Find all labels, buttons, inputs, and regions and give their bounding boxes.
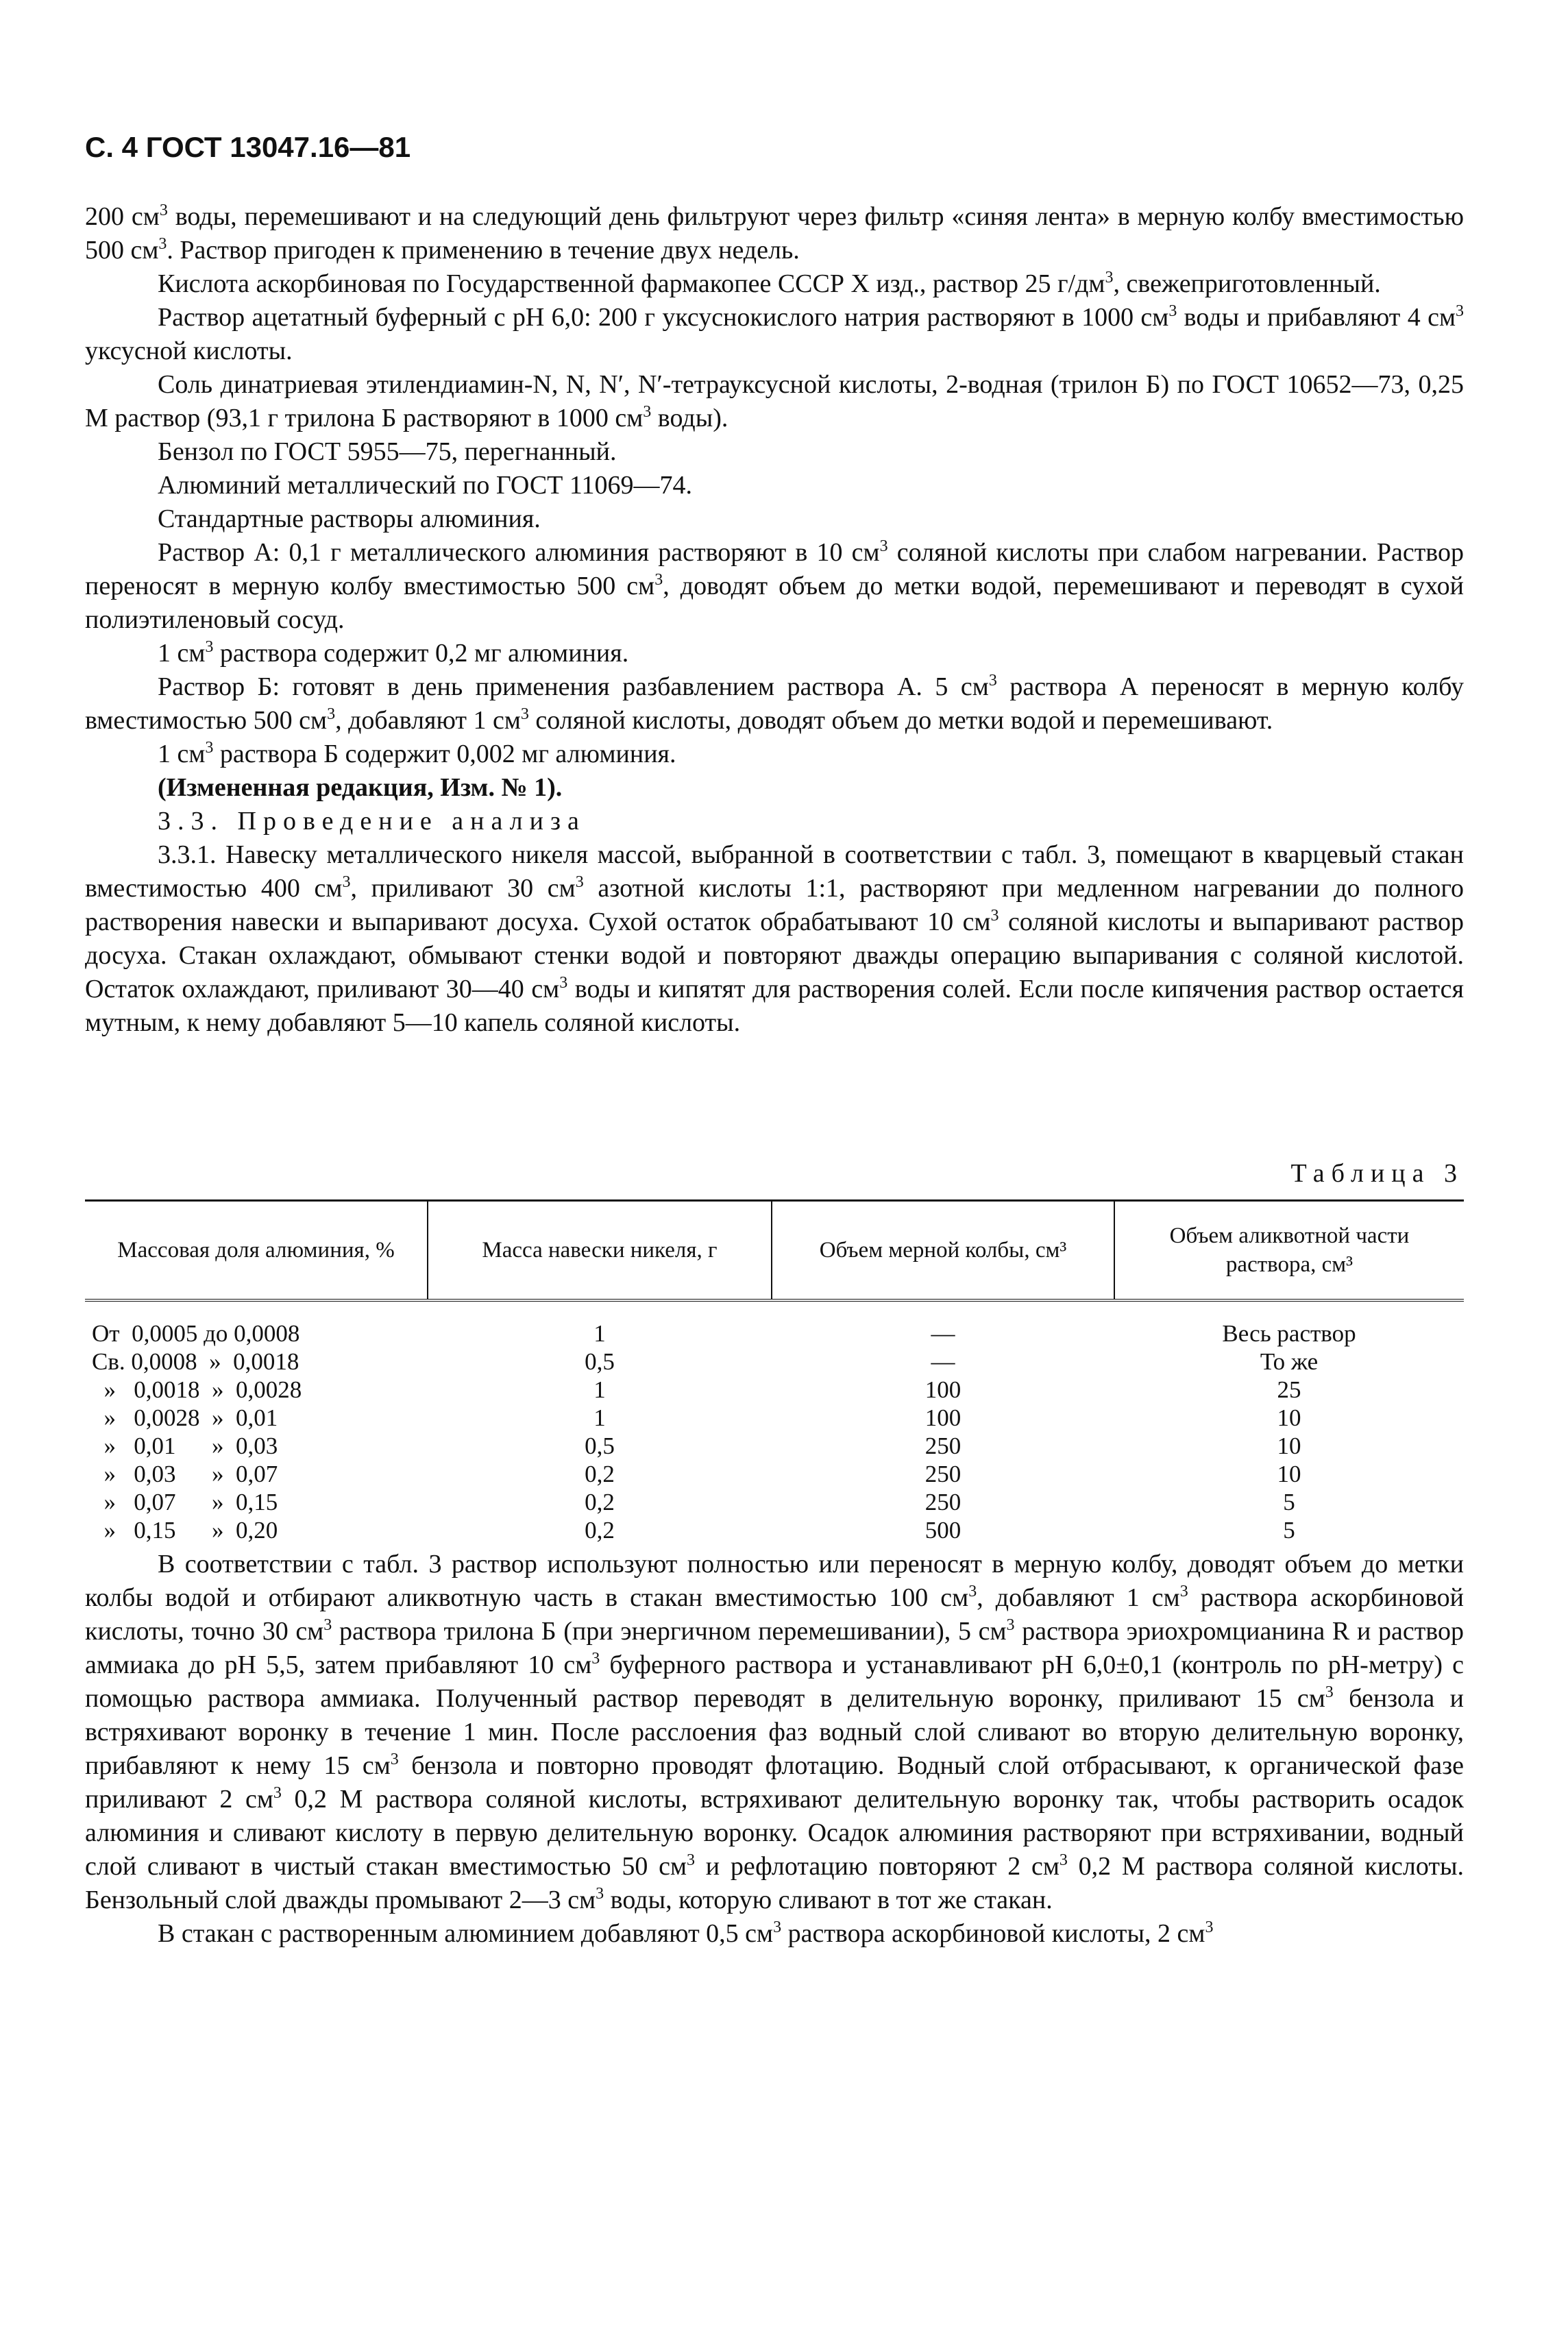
header-aliquot-volume: Объем аликвотной части раствора, см³: [1114, 1201, 1464, 1301]
text-block-top: [85, 200, 1464, 1040]
table-row: [85, 1376, 1464, 1404]
cell-mass-fraction: » 0,0018 » 0,0028: [92, 1376, 302, 1403]
paragraph-acetate-buffer: Раствор ацетатный буферный с pH 6,0: 200 г уксуснокислого натрия растворяют в 1000 $см^3$ воды и прибавляют 4 $см^3$ уксусной кислоты.: [85, 302, 1465, 365]
table-row: [85, 1516, 1464, 1544]
cell-mass-fraction: » 0,0028 » 0,01: [92, 1404, 278, 1431]
text-block-bottom: [85, 1548, 1464, 1951]
table-row: [85, 1348, 1464, 1376]
paragraph-last: В стакан с растворенным алюминием добавляют 0,5 $см^3$ раствора аскорбиновой кислоты, 2 $см^3$: [158, 1918, 1214, 1948]
table-row: [85, 1432, 1464, 1460]
table-row: [85, 1488, 1464, 1516]
cell-flask-volume: 100: [924, 1404, 961, 1431]
cell-flask-volume: 500: [924, 1517, 961, 1544]
section-heading-analysis: 3.3. Проведение анализа: [158, 807, 586, 836]
cell-mass-fraction: » 0,07 » 0,15: [92, 1489, 278, 1515]
paragraph-benzene: Бензол по ГОСТ 5955—75, перегнанный.: [158, 437, 617, 466]
cell-mass-fraction: Св. 0,0008 » 0,0018: [92, 1348, 299, 1375]
cell-flask-volume: 250: [924, 1433, 961, 1459]
cell-mass-fraction: » 0,01 » 0,03: [92, 1433, 278, 1459]
cell-flask-volume: —: [931, 1348, 955, 1375]
cell-aliquot-volume: Весь раствор: [1222, 1320, 1356, 1347]
paragraph-aluminium-metal: Алюминий металлический по ГОСТ 11069—74.: [158, 471, 692, 500]
paragraph-ascorbic-acid: Кислота аскорбиновая по Государственной фармакопее СССР X изд., раствор 25 $г/дм^3$, свежеприготовленный.: [158, 269, 1381, 298]
paragraph-solution-a: Раствор А: 0,1 г металлического алюминия растворяют в 10 $см^3$ соляной кислоты при слабом нагревании. Раствор переносят в мерную колбу вместимостью 500 $см^3$, доводят объем до метки водой, перемешивают и переводят в сухой полиэтиленовый сосуд.: [85, 537, 1465, 634]
paragraph-solution-b: Раствор Б: готовят в день применения разбавлением раствора А. 5 $см^3$ раствора А переносят в мерную колбу вместимостью 500 $см^3$, добавляют 1 $см^3$ соляной кислоты, доводят объем до метки водой и перемешивают.: [85, 672, 1465, 735]
cell-nickel-mass: 0,2: [585, 1517, 615, 1544]
cell-nickel-mass: 1: [593, 1376, 606, 1403]
cell-aliquot-volume: 5: [1283, 1489, 1295, 1515]
cell-mass-fraction: От 0,0005 до 0,0008: [92, 1320, 300, 1347]
cell-nickel-mass: 0,2: [585, 1489, 615, 1515]
paragraph-1: 200 $см^3$ воды, перемешивают и на следующий день фильтруют через фильтр «синяя лента» в мерную колбу вместимостью 500 $см^3$. Раствор пригоден к применению в течение двух недель.: [85, 202, 1464, 265]
page-header: С. 4 ГОСТ 13047.16—81: [85, 131, 411, 163]
cell-aliquot-volume: 25: [1277, 1376, 1301, 1403]
cell-flask-volume: —: [931, 1320, 955, 1347]
table-row: [85, 1300, 1464, 1348]
table-caption: Таблица 3: [1290, 1159, 1464, 1188]
cell-aliquot-volume: 5: [1283, 1517, 1295, 1544]
cell-aliquot-volume: 10: [1277, 1461, 1301, 1487]
table-3: [85, 1199, 1464, 1544]
paragraph-solution-b-content: 1 $см^3$ раствора Б содержит 0,002 мг алюминия.: [158, 739, 676, 768]
paragraph-3-3-1: 3.3.1. Навеску металлического никеля массой, выбранной в соответствии с табл. 3, помещают в кварцевый стакан вместимостью 400 $см^3$, приливают 30 $см^3$ азотной кислоты 1:1, растворяют при медленном нагревании до полного растворения навески и выпаривают досуха. Сухой остаток обрабатывают 10 $см^3$ соляной кислоты и выпаривают раствор досуха. Стакан охлаждают, обмывают стенки водой и повторяют дважды операцию выпаривания с соляной кислотой. Остаток охлаждают, приливают 30—40 $см^3$ воды и кипятят для растворения солей. Если после кипячения раствор остается мутным, к нему добавляют 5—10 капель соляной кислоты.: [85, 840, 1465, 1037]
cell-nickel-mass: 0,5: [585, 1348, 615, 1375]
cell-aliquot-volume: То же: [1260, 1348, 1319, 1375]
header-aluminium-fraction: Массовая доля алюминия, %: [85, 1201, 428, 1301]
cell-flask-volume: 250: [924, 1489, 961, 1515]
amendment-note: (Измененная редакция, Изм. № 1).: [158, 773, 563, 802]
cell-nickel-mass: 0,5: [585, 1433, 615, 1459]
paragraph-solution-a-content: 1 $см^3$ раствора содержит 0,2 мг алюминия.: [158, 638, 629, 668]
paragraph-procedure: В соответствии с табл. 3 раствор используют полностью или переносят в мерную колбу, доводят объем до метки колбы водой и отбирают аликвотную часть в стакан вместимостью 100 $см^3$, добавляют 1 $см^3$ раствора аскорбиновой кислоты, точно 30 $см^3$ раствора трилона Б (при энергичном перемешивании), 5 $см^3$ раствора эриохромцианина R и раствор аммиака до pH 5,5, затем прибавляют 10 $см^3$ буферного раствора и устанавливают pH 6,0±0,1 (контроль по pH-метру) с помощью раствора аммиака. Полученный раствор переводят в делительную воронку, приливают 15 $см^3$ бензола и встряхивают воронку в течение 1 мин. После расслоения фаз водный слой сливают во вторую делительную воронку, прибавляют к нему 15 $см^3$ бензола и повторно проводят флотацию. Водный слой отбрасывают, к органической фазе приливают 2 $см^3$ 0,2 М раствора соляной кислоты, встряхивают делительную воронку так, чтобы растворить осадок алюминия и сливают кислоту в первую делительную воронку. Осадок алюминия растворяют при встряхивании, водный слой сливают в чистый стакан вместимостью 50 $см^3$ и рефлотацию повторяют 2 $см^3$ 0,2 М раствора соляной кислоты. Бензольный слой дважды промывают 2—3 $см^3$ воды, которую сливают в тот же стакан.: [85, 1550, 1465, 1914]
cell-aliquot-volume: 10: [1277, 1433, 1301, 1459]
header-nickel-mass: Масса навески никеля, г: [428, 1201, 772, 1301]
table-row: [85, 1460, 1464, 1488]
cell-flask-volume: 250: [924, 1461, 961, 1487]
table-row: [85, 1404, 1464, 1432]
cell-mass-fraction: » 0,03 » 0,07: [92, 1461, 278, 1487]
cell-nickel-mass: 1: [593, 1320, 606, 1347]
header-flask-volume: Объем мерной колбы, см³: [772, 1201, 1114, 1301]
paragraph-standard-solutions: Стандартные растворы алюминия.: [158, 504, 541, 533]
cell-nickel-mass: 0,2: [585, 1461, 615, 1487]
paragraph-trilon-b: Соль динатриевая этилендиамин-N, N, N′, N′-тетрауксусной кислоты, 2-водная (трилон Б) по ГОСТ 10652—73, 0,25 М раствор (93,1 г трилона Б растворяют в 1000 $см^3$ воды).: [85, 370, 1464, 432]
cell-nickel-mass: 1: [593, 1404, 606, 1431]
table-header-row: [85, 1201, 1464, 1301]
cell-mass-fraction: » 0,15 » 0,20: [92, 1517, 278, 1544]
cell-flask-volume: 100: [924, 1376, 961, 1403]
cell-aliquot-volume: 10: [1277, 1404, 1301, 1431]
